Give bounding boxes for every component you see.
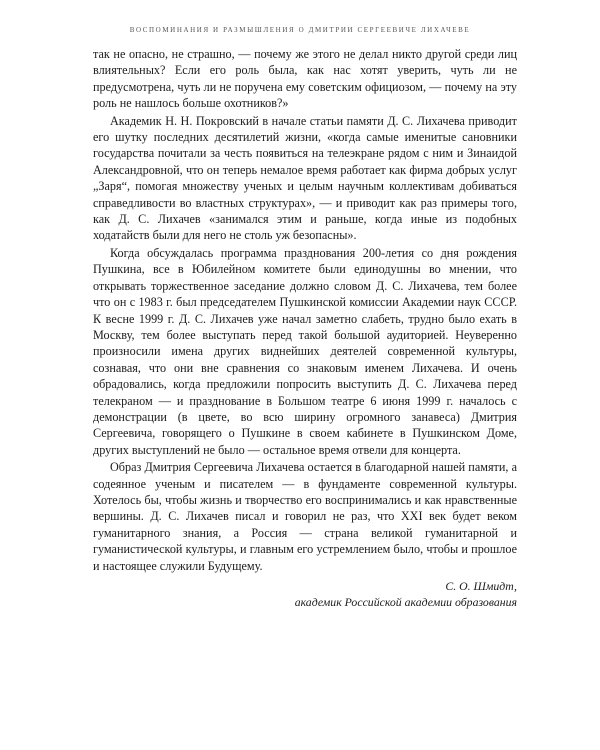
paragraph-pushkin-jubilee: Когда обсуждалась программа празднования 200-летия со дня рождения Пушкина, все в Юбилейном комитете были единодушны во мнении, что открывать торжественное заседание должно словом Д. С. Лихачева, тем более что он с 1983 г. был председателем Пушкинской комиссии Академии наук СССР. К весне 1999 г. Д. С. Лихачев уже начал заметно слабеть, трудно было ехать в Москву, тем более выступать перед такой большой аудиторией. Неуверенно произносили имена других виднейших деятелей современной культуры, сознавая, что они вне сравнения со знаковым именем Лихачева. И очень обрадовались, когда предложили попросить выступить Д. С. Лихачева перед телекраном — и празднование в Большом театре 6 июня 1999 г. началось с демонстрации (в цвете, во всю ширину огромного занавеса) Дмитрия Сергеевича, говорящего о Пушкине в своем кабинете в Пушкинском Доме, других выступлений не было — остальное время отвели для концерта. — [93, 245, 517, 457]
author-title: академик Российской академии образования — [294, 595, 517, 610]
author-name: С. О. Шмидт, — [445, 579, 517, 593]
paragraph-legacy: Образ Дмитрия Сергеевича Лихачева остается в благодарной нашей памяти, а содеянное ученым и писателем — в фундаменте современной культуры. Хотелось бы, чтобы жизнь и творчество его воспринимались и как нравственные вершины. Д. С. Лихачев писал и говорил не раз, что XXI век будет веком гуманитарного знания, а Россия — страна великой гуманитарной и гуманистической культуры, и главным его устремлением было, чтобы и прошлое и настоящее служили Будущему. — [93, 460, 517, 573]
paragraph-pokrovsky: Академик Н. Н. Покровский в начале статьи памяти Д. С. Лихачева приводит его шутку последних десятилетий жизни, «когда самые именитые сановники государства почитали за честь появиться на телеэкране рядом с ним и Зинаидой Александровной, что он теперь немалое время работает как фирма добрых услуг „Заря“, помогая множеству ученых и целым научным коллективам добиваться справедливости во властных структурах», — и приводит как раз примеры того, как Д. С. Лихачев «занимался этим и раньше, когда иные из подобных ходатайств были для него не столь уж безопасны». — [93, 113, 517, 243]
body-text — [93, 46, 517, 611]
running-header: ВОСПОМИНАНИЯ И РАЗМЫШЛЕНИЯ О ДМИТРИИ СЕРГЕЕВИЧЕ ЛИХАЧЕВЕ — [129, 26, 471, 34]
paragraph-continuation: так не опасно, не страшно, — почему же этого не делал никто другой среди лиц влиятельных? Если его роль была, как нас хотят уверить, чуть ли не предусмотрена, чуть ли не поручена ему советским официозом, — почему на эту роль не нашлось больше охотников?» — [93, 47, 517, 111]
author-signature — [93, 578, 517, 611]
